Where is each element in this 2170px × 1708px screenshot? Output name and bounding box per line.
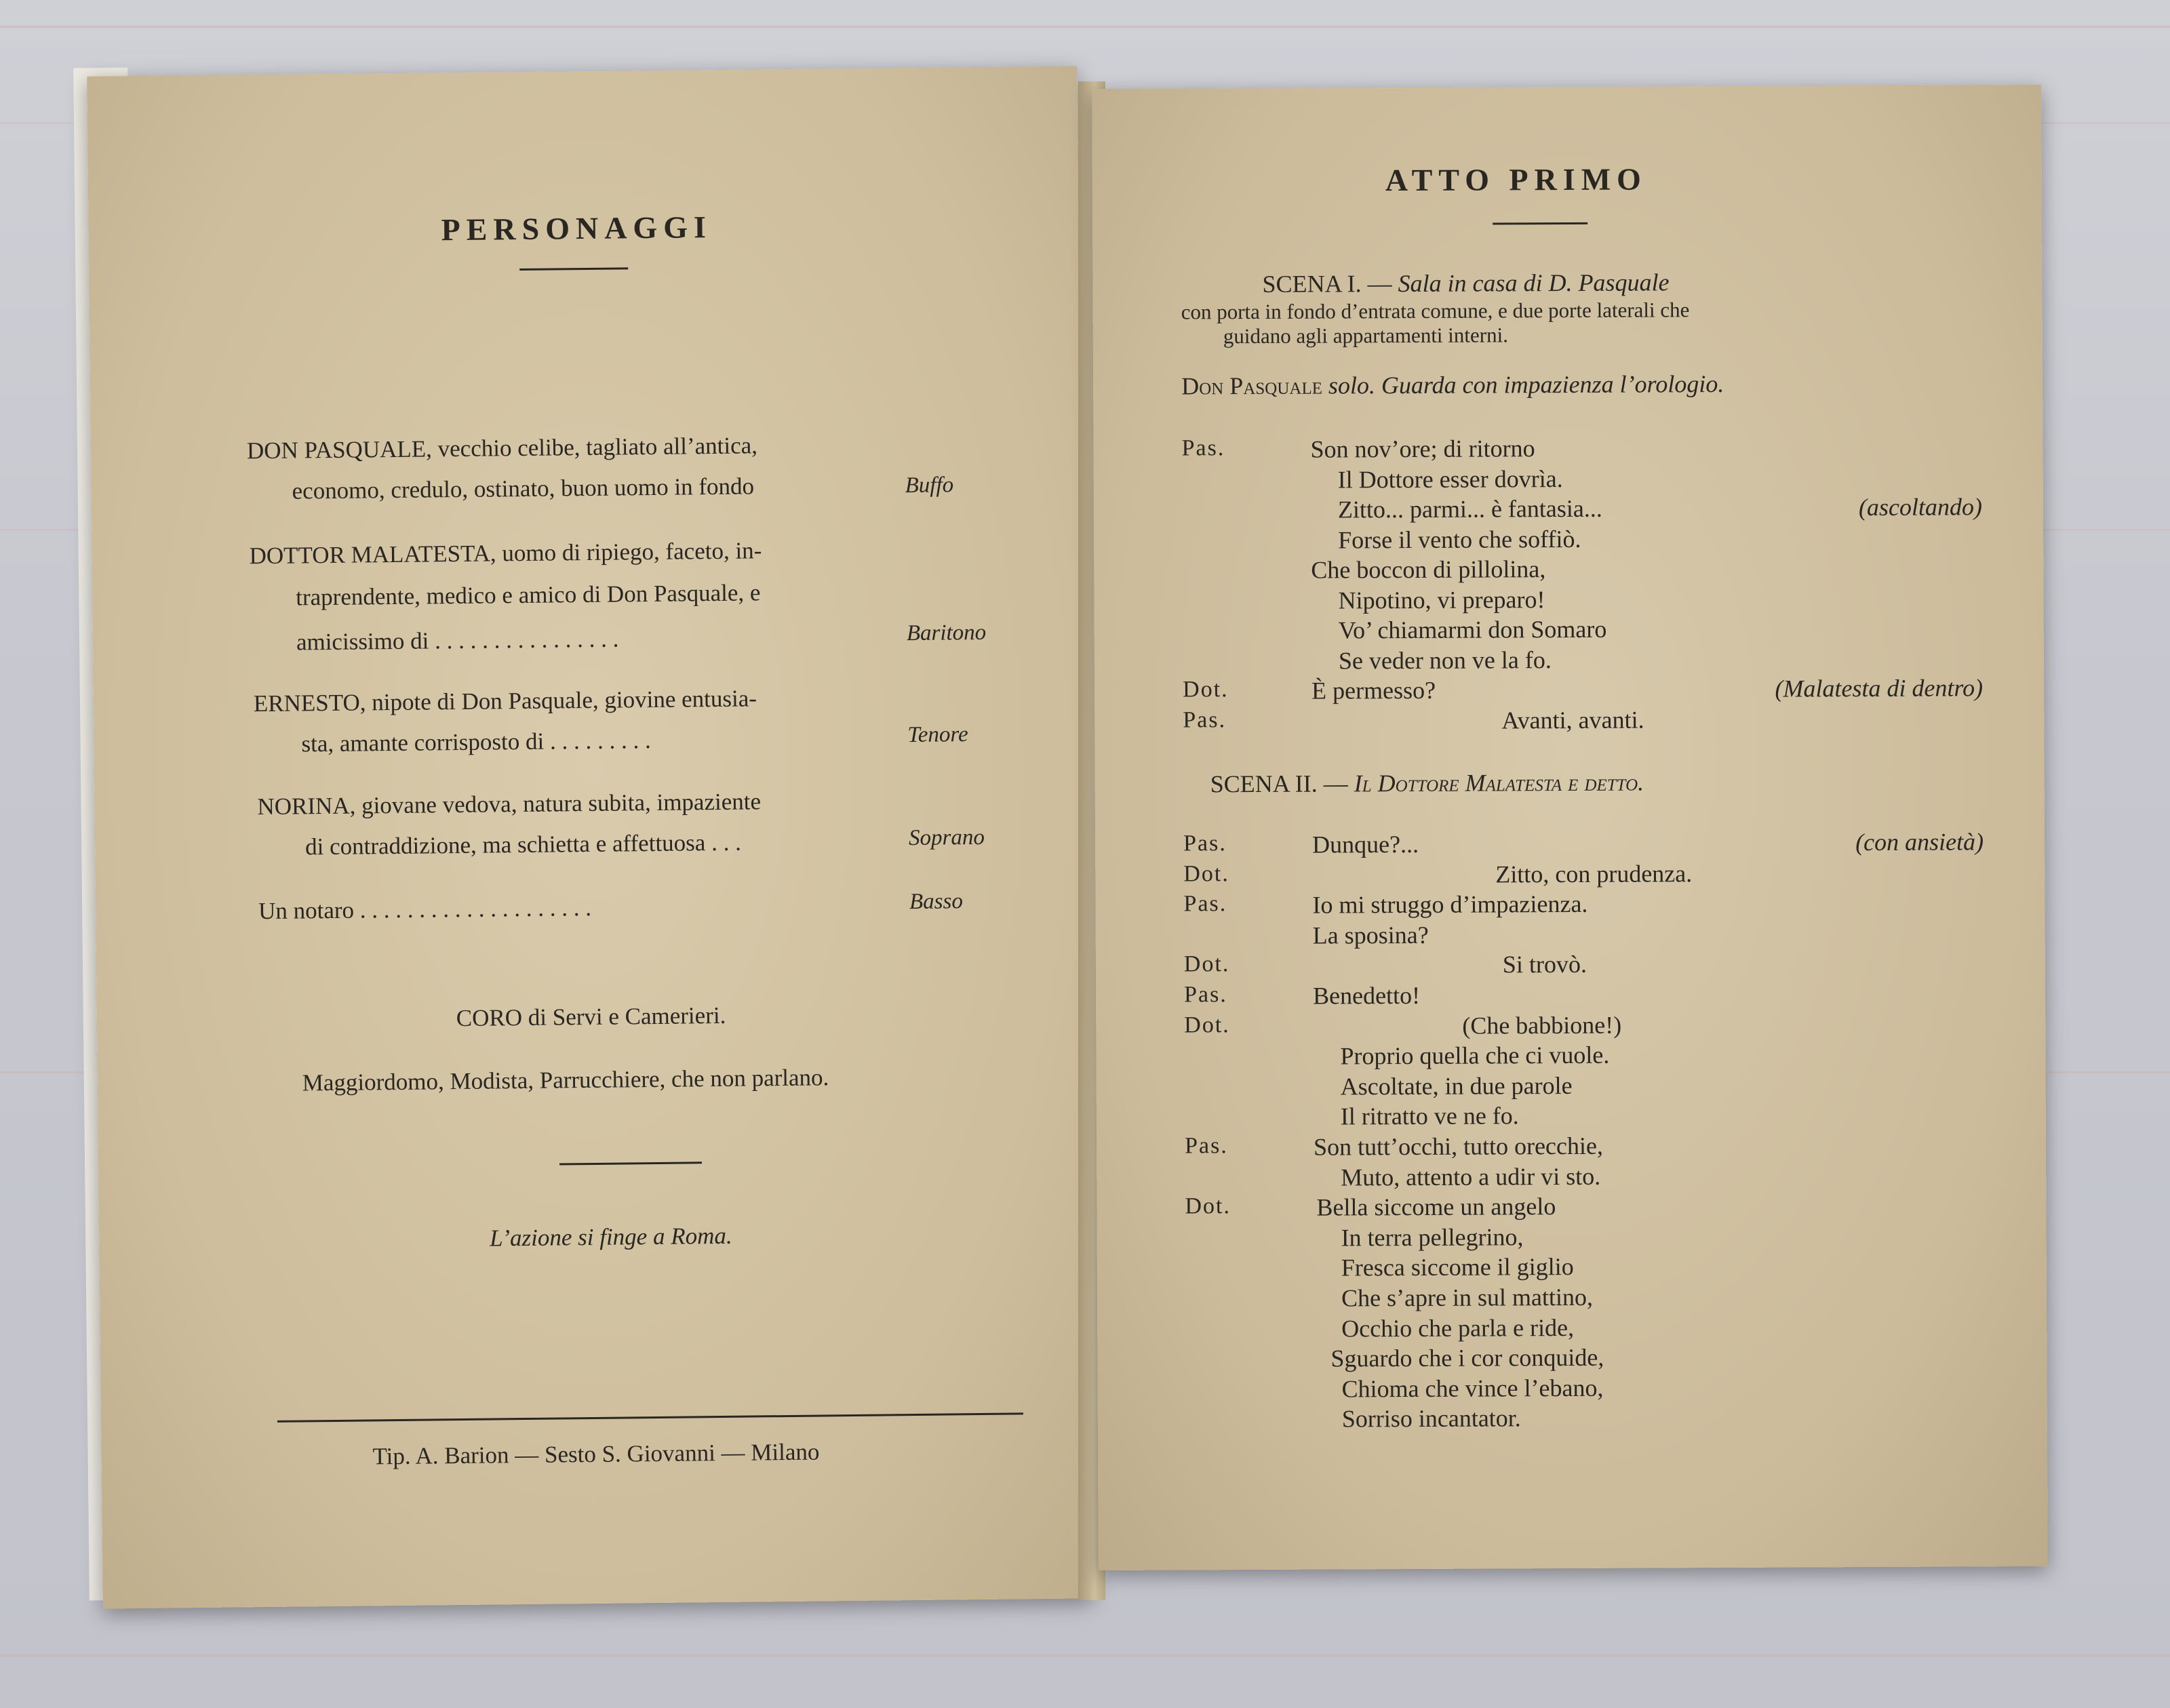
verse-line: Vo’ chiamarmi don Somaro [1338,615,1607,644]
voice-type: Tenore [907,722,968,748]
verse-line: (Che babbione!) [1462,1011,1622,1039]
left-page [87,66,1093,1608]
voice-type: Buffo [905,473,954,498]
verse-line: Benedetto! [1312,981,1421,1010]
stage-note: (con ansietà) [1855,828,1984,856]
direction-text: solo. Guarda con impazienza l’orologio. [1322,370,1724,399]
character-line: DOTTOR MALATESTA, uomo di ripiego, faceto, in- [249,537,762,570]
verse-line: Sorriso incantator. [1341,1404,1521,1433]
verse-line: Proprio quella che ci vuole. [1340,1041,1610,1070]
scene-number: SCENA II. — [1210,770,1354,798]
right-page [1092,85,2048,1570]
voice-type: Basso [909,889,964,915]
verse-line: Occhio che parla e ride, [1341,1313,1575,1343]
verse-line: Son nov’ore; di ritorno [1310,435,1535,463]
verse-line: Se veder non ve la fo. [1338,646,1552,674]
verse-line: Si trovò. [1502,951,1587,978]
stage-direction [1181,370,1724,400]
speaker-label: Pas. [1183,707,1227,732]
background-streak [0,26,2170,28]
scene-location: Sala in casa di D. Pasquale [1398,269,1670,298]
verse-line: È permesso? [1311,676,1436,704]
scene-description: con porta in fondo d’entrata comune, e due porte laterali che [1181,298,1690,324]
background-streak [0,1654,2170,1656]
verse-line: Dunque?... [1312,830,1419,858]
character-line: amicissimo di . . . . . . . . . . . . . . . . [296,625,619,656]
verse-line: Muto, attento a udir vi sto. [1341,1162,1601,1191]
verse-line: Io mi struggo d’impazienza. [1312,890,1588,919]
page-title: PERSONAGGI [441,210,713,247]
printer-rule [277,1412,1023,1423]
section-rule [559,1161,702,1165]
verse-line: Bella siccome un angelo [1316,1193,1556,1221]
speaker-label: Dot. [1183,951,1230,977]
character-line: NORINA, giovane vedova, natura subita, impaziente [257,788,762,820]
speaker-label: Dot. [1185,1193,1231,1219]
character-line: DON PASQUALE, vecchio celibe, tagliato all’antica, [246,432,758,464]
speaker-label: Dot. [1184,1012,1230,1038]
act-title: ATTO PRIMO [1385,161,1647,198]
verse-line: Il ritratto ve ne fo. [1340,1102,1519,1130]
speaker-label: Pas. [1183,891,1227,917]
verse-line: Nipotino, vi preparo! [1338,585,1545,614]
verse-line: Che boccon di pillolina, [1311,555,1546,584]
verse-line: Son tutt’occhi, tutto orecchie, [1313,1132,1604,1161]
character-name: Don Pasquale [1181,372,1323,400]
character-line: economo, credulo, ostinato, buon uomo in fondo [292,473,755,504]
voice-type: Soprano [908,825,985,851]
verse-line: Che s’apre in sul mattino, [1341,1283,1594,1312]
character-line: Un notaro . . . . . . . . . . . . . . . . . . . . [258,894,592,925]
scene-description: guidano agli appartamenti interni. [1223,323,1508,349]
verse-line: Chioma che vince l’ebano, [1341,1374,1604,1403]
speaker-label: Pas. [1183,982,1227,1008]
stage-note: (ascoltando) [1858,493,1983,521]
title-rule [519,267,628,271]
verse-line: In terra pellegrino, [1341,1223,1524,1252]
voice-type: Baritono [906,620,987,646]
character-line: sta, amante corrisposto di . . . . . . . . . [301,727,651,757]
scene-cast: Il Dottore Malatesta e detto. [1354,768,1644,797]
scene-number: SCENA I. — [1262,270,1398,298]
speaker-label: Pas. [1181,435,1225,461]
verse-line: La sposina? [1312,921,1429,949]
character-line: traprendente, medico e amico di Don Pasquale, e [296,579,761,611]
character-line: di contraddizione, ma schietta e affettuosa . . . [304,829,742,860]
character-line: ERNESTO, nipote di Don Pasquale, giovine entusia- [253,685,757,717]
verse-line: Sguardo che i cor conquide, [1330,1343,1604,1372]
setting-line: L’azione si finge a Roma. [489,1222,732,1252]
verse-line: Il Dottore esser dovrìa. [1337,464,1563,493]
scene-heading [1210,768,1644,799]
verse-line: Avanti, avanti. [1501,706,1644,734]
verse-line: Forse il vento che soffiò. [1338,525,1581,553]
speaker-label: Dot. [1183,677,1229,702]
stage-note: (Malatesta di dentro) [1775,674,1984,702]
speaker-label: Dot. [1183,860,1229,887]
chorus-line: CORO di Servi e Camerieri. [456,1001,726,1032]
verse-line: Zitto... parmi... è fantasia... [1337,494,1602,523]
title-rule [1493,222,1587,225]
extras-line: Maggiordomo, Modista, Parrucchiere, che non parlano. [302,1064,829,1096]
speaker-label: Pas. [1184,1133,1228,1159]
verse-line: Zitto, con prudenza. [1495,859,1693,888]
printer-line: Tip. A. Barion — Sesto S. Giovanni — Milano [372,1438,820,1470]
scene-heading [1262,268,1669,298]
speaker-label: Pas. [1183,831,1227,856]
verse-line: Fresca siccome il giglio [1341,1253,1574,1282]
verse-line: Ascoltate, in due parole [1340,1071,1573,1100]
